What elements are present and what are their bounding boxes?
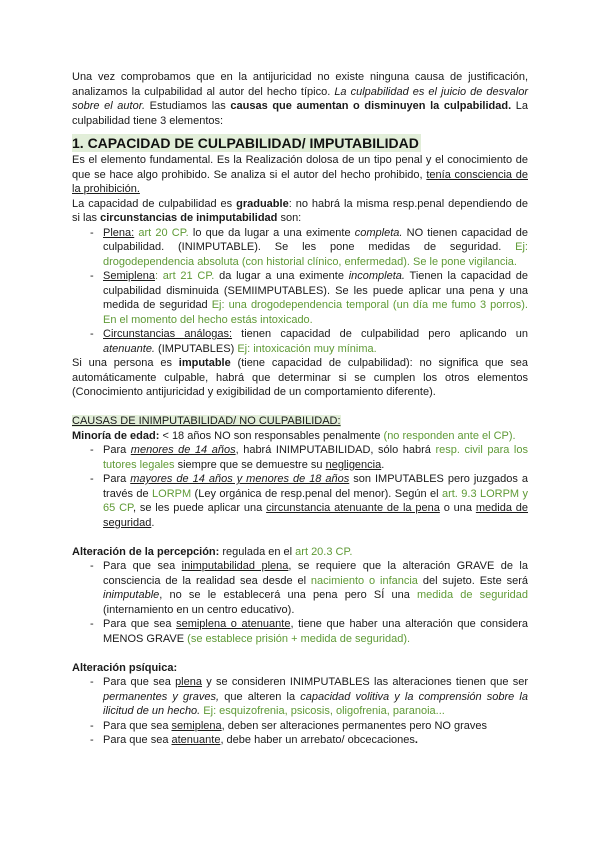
- list-item: [72, 472, 528, 530]
- list-item: [72, 733, 528, 748]
- item-text-3: siempre que se demuestre su: [174, 458, 326, 471]
- psiquica-label: Alteración psíquica:: [72, 661, 178, 674]
- item-text-5: (internamiento en un centro educativo).: [103, 603, 295, 616]
- item-green-2: art. 9.3 LORPM y 65 CP: [103, 487, 528, 514]
- document-page: [72, 70, 528, 748]
- percepcion-text: regulada en el: [219, 545, 296, 558]
- causas-heading: [72, 414, 528, 429]
- minoria-paragraph: [72, 429, 528, 444]
- level-text-2: NO tienen capacidad de culpabilidad. (INIMPUTABLE). Se les pone medidas de seguridad.: [103, 226, 528, 253]
- level-example: Ej: intoxicación muy mínima.: [237, 342, 377, 355]
- p2-bold-graduable: graduable: [236, 197, 289, 210]
- psiquica-list: [72, 675, 528, 748]
- level-text-2: Tienen la capacidad de culpabilidad disminuida (SEMIIMPUTABLES). Se les puede aplicar una pena y una medida de seguridad: [103, 270, 529, 311]
- intro-text: Una vez comprobamos que en la antijuricidad no existe ninguna causa de justificación, analizamos la culpabilidad al autor del hecho típico.: [72, 71, 528, 98]
- item-text-2: , se requiere que la alteración GRAVE de la consciencia de la realidad sea desde el: [103, 560, 528, 587]
- item-underlined: circunstancia atenuante de la pena: [266, 502, 440, 514]
- list-item: [72, 617, 528, 646]
- paragraph-2: [72, 197, 528, 226]
- item-underlined: semiplena o atenuante: [176, 618, 291, 630]
- intro-paragraph: [72, 70, 528, 128]
- item-text-4: .: [381, 458, 385, 471]
- item-text: Para que sea: [103, 734, 172, 746]
- item-green: nacimiento o infancia: [310, 574, 418, 587]
- item-text-2: y se consideren INIMPUTABLES las alteraciones tienen que ser: [201, 676, 528, 688]
- item-text: Para que sea: [103, 560, 182, 572]
- level-italic: incompleta.: [348, 270, 405, 282]
- list-item: [72, 269, 528, 327]
- list-item: [72, 559, 528, 617]
- p2-text: La capacidad de culpabilidad es: [72, 197, 237, 210]
- item-text-2: , debe haber un arrebato/ obcecaciones: [220, 734, 415, 746]
- item-green: Ej: esquizofrenia, psicosis, oligofrenia, paranoia...: [200, 705, 445, 717]
- item-text-2: son IMPUTABLES pero juzgados a través de: [103, 473, 528, 500]
- item-underlined: negligencia: [325, 458, 382, 471]
- p3-text: Si una persona es: [72, 357, 179, 369]
- level-italic: atenuante.: [103, 342, 155, 355]
- section-heading: 1. CAPACIDAD DE CULPABILIDAD/ IMPUTABILIDAD: [72, 135, 419, 151]
- item-green: (se establece prisión + medida de seguridad).: [187, 632, 411, 645]
- list-item: [72, 443, 528, 472]
- causas-title: CAUSAS DE INIMPUTABILIDAD/ NO CULPABILIDAD:: [72, 415, 341, 427]
- percepcion-paragraph: [72, 545, 528, 560]
- p2-bold-circunstancias: circunstancias de inimputabilidad: [100, 212, 278, 224]
- p1-underlined: tenía consciencia de la prohibición.: [72, 168, 528, 195]
- item-text-3: del sujeto. Este será: [417, 574, 528, 587]
- list-item: [72, 719, 528, 734]
- item-text-3: que alteren la: [219, 690, 301, 703]
- minoria-green: (no responden ante el CP).: [383, 429, 516, 442]
- item-italic: mayores de 14 años y menores de 18 años: [130, 473, 350, 485]
- item-italic: permanentes y graves,: [103, 690, 220, 703]
- levels-list: [72, 226, 528, 357]
- minoria-list: [72, 443, 528, 530]
- item-underlined: atenuante: [171, 734, 221, 746]
- item-text-4: , se les puede aplicar una: [132, 502, 267, 514]
- p2-text-3: son:: [277, 212, 302, 224]
- paragraph-1: [72, 153, 528, 197]
- intro-definition: La culpabilidad es el juicio de desvalor sobre el autor.: [72, 85, 528, 112]
- level-article: art 20 CP.: [134, 226, 189, 239]
- item-text-3: (Ley orgánica de resp.penal del menor). Según el: [191, 487, 442, 500]
- psiquica-paragraph: [72, 661, 528, 676]
- minoria-label: Minoría de edad:: [72, 429, 160, 442]
- item-text: Para que sea: [103, 676, 176, 688]
- paragraph-3: [72, 356, 528, 400]
- item-italic: menores de 14 años: [130, 444, 236, 456]
- percepcion-article: art 20.3 CP.: [295, 545, 353, 558]
- p3-text-2: (tiene capacidad de culpabilidad): no significa que sea automáticamente culpable, habrá que determinar si se cumplen los otros elementos (Conocimiento antijuricidad y exigibilidad de un comportamiento diferente).: [72, 357, 529, 398]
- item-text-5: o una: [439, 502, 476, 514]
- list-item: [72, 226, 528, 270]
- item-text-6: .: [151, 516, 155, 529]
- intro-bold: causas que aumentan o disminuyen la culpabilidad.: [230, 100, 512, 112]
- item-text: Para: [103, 473, 131, 485]
- intro-text-3: La culpabilidad tiene 3 elementos:: [72, 100, 529, 127]
- p2-text-2: : no habrá la misma resp.penal dependiendo de si las: [72, 197, 528, 224]
- level-text: da lugar a una eximente: [214, 270, 349, 282]
- item-green: LORPM: [152, 487, 192, 500]
- list-item: [72, 675, 528, 719]
- item-italic: inimputable: [103, 589, 160, 601]
- minoria-text: < 18 años NO son responsables penalmente: [159, 429, 384, 442]
- item-text-2: , tiene que haber una alteración que considera MENOS GRAVE: [103, 618, 528, 645]
- item-underlined: semiplena: [171, 719, 222, 732]
- level-name: Semiplena: [103, 270, 155, 282]
- level-text: tienen capacidad de culpabilidad pero aplicando un: [232, 328, 528, 340]
- item-green-2: medida de seguridad: [417, 589, 528, 601]
- item-text: Para que sea: [103, 618, 177, 630]
- level-example: Ej: drogodependencia absoluta (con historial clínico, enfermedad). Se le pone vigilancia.: [103, 241, 528, 268]
- intro-text-2: Estudiamos las: [145, 100, 231, 112]
- level-example: Ej: una drogodependencia temporal (un día me fumo 3 porros). En el momento del hecho estás intoxicado.: [103, 299, 528, 326]
- level-name: Circunstancias análogas:: [103, 328, 233, 340]
- item-underlined: inimputabilidad plena: [181, 560, 289, 572]
- item-underlined-2: medida de seguridad: [103, 502, 529, 529]
- level-text: lo que da lugar a una eximente: [188, 226, 355, 239]
- list-item: [72, 327, 528, 356]
- item-green: resp. civil para los tutores legales: [103, 444, 528, 471]
- level-name: Plena:: [103, 226, 135, 239]
- p1-text: Es el elemento fundamental. Es la Realización dolosa de un tipo penal y el conocimiento de que se hace algo prohibido. Se analiza si el autor del hecho prohibido,: [72, 154, 528, 181]
- item-text-4: , no se le establecerá una pena pero SÍ una: [159, 589, 417, 601]
- item-text: Para que sea: [103, 719, 172, 732]
- item-italic-2: capacidad volitiva y la comprensión sobre la ilicitud de un hecho.: [103, 690, 528, 717]
- percepcion-list: [72, 559, 528, 646]
- item-text-2: , deben ser alteraciones permanentes pero NO graves: [221, 719, 488, 732]
- p3-bold-imputable: imputable: [178, 357, 231, 369]
- item-underlined: plena: [175, 676, 202, 688]
- level-article: : art 21 CP.: [154, 270, 215, 282]
- level-italic: completa.: [354, 226, 403, 239]
- item-text: Para: [103, 444, 131, 456]
- item-bold: .: [414, 734, 418, 746]
- level-text-2: (IMPUTABLES): [155, 342, 238, 355]
- item-text-2: , habrá INIMPUTABILIDAD, sólo habrá: [235, 444, 436, 456]
- percepcion-label: Alteración de la percepción:: [72, 545, 220, 558]
